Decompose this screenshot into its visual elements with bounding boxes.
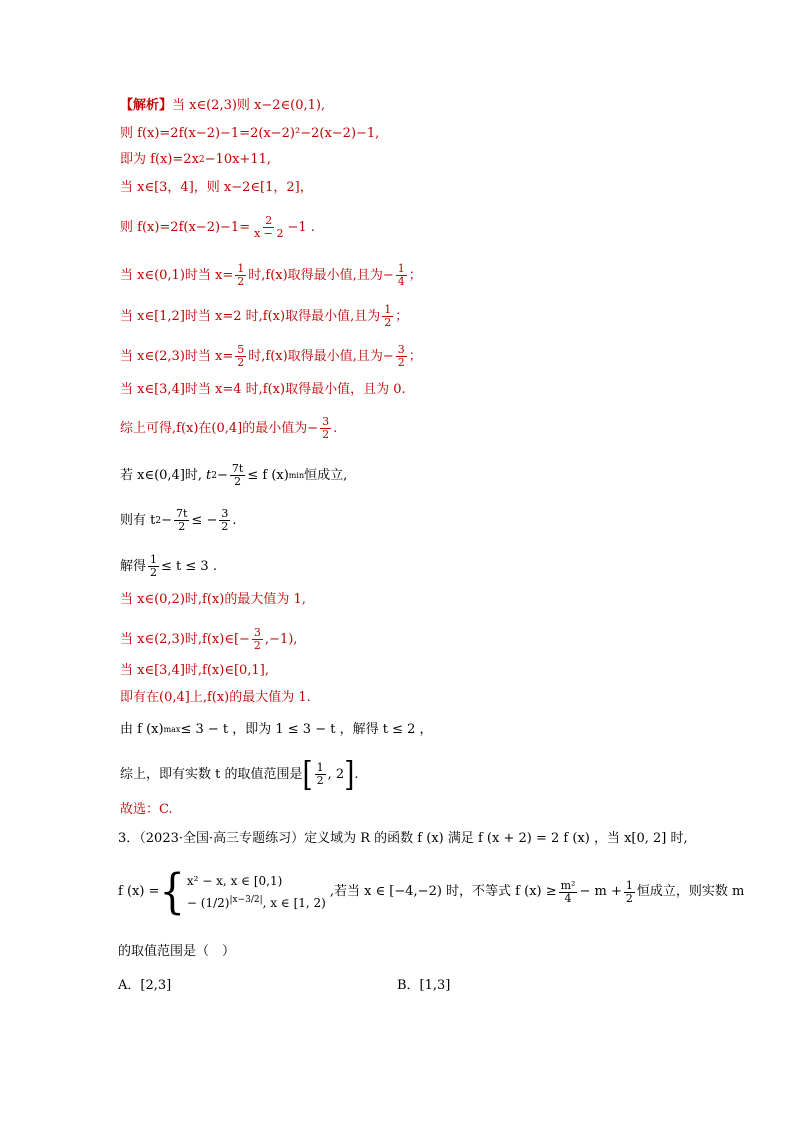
solution-line-19: 综上，即有实数 t 的取值范围是 [ $\frac{1}{2}$ , 2 ] . [120, 755, 359, 794]
solution-line-11: 若 x∈(0,4]时, t 2 − $\frac{7t}{2}$ ≤ f (x) min 恒成立, [120, 462, 348, 488]
question-piecewise-line: f (x) = { x² − x, x ∈ [0,1) − $(1/2)^{|x-3/2|}$, x ∈ [1, 2) ,若当 x ∈ [−4,−2) 时，不等式 f (x) ≥ $\frac{\text{m²}}{4}$ − m + $\frac{1}{2}$ 恒成立，则实数 m [118, 864, 745, 920]
solution-line-9: 当 x∈[3,4]时当 x=4 时,f(x)取得最小值，且为 0. [120, 382, 406, 397]
solution-line-12: 则有 t 2 − $\frac{7t}{2}$ ≤ − $\frac{3}{2}$ . [120, 507, 237, 533]
fraction: $\frac{3}{2}$ [397, 343, 405, 369]
solution-line-4: 当 x∈[3，4]，则 x−2∈[1，2]， [120, 180, 313, 195]
solution-line-2: 则 f(x)=2f(x−2)−1=2(x−2)²−2(x−2)−1, [120, 126, 380, 141]
solution-line-5: 则 f(x)=2f(x−2)−1= $\frac{2}{x - 2}$ −1 . [120, 214, 315, 240]
solution-line-16: 当 x∈[3,4]时,f(x)∈[0,1], [120, 663, 269, 678]
fraction: $\frac{1}{2}$ [237, 262, 245, 288]
fraction: $\frac{1}{2}$ [150, 553, 158, 579]
solution-line-18: 由 f (x) max ≤ 3 − t ，即为 1 ≤ 3 − t ，解得 t ≤ 2 ， [120, 722, 433, 737]
option-b[interactable]: B．[1,3] [397, 978, 451, 993]
solution-line-8: 当 x∈(2,3)时当 x= $\frac{5}{2}$ 时,f(x)取得最小值,且为− $\frac{3}{2}$ ； [120, 343, 422, 369]
fraction: $\frac{1}{4}$ [397, 262, 405, 288]
solution-line-13: 解得 $\frac{1}{2}$ ≤ t ≤ 3 . [120, 553, 217, 579]
fraction: $\frac{5}{2}$ [237, 343, 245, 369]
solution-line-20: 故选：C. [120, 802, 173, 817]
solution-line-10: 综上可得,f(x)在(0,4]的最小值为− $\frac{3}{2}$ . [120, 415, 338, 441]
fraction: $\frac{3}{2}$ [253, 626, 261, 652]
option-a[interactable]: A．[2,3] [118, 978, 172, 993]
fraction: $\frac{\text{m²}}{4}$ [560, 878, 576, 905]
left-brace-icon: { [159, 864, 185, 920]
fraction: $\frac{7t}{2}$ [231, 462, 244, 488]
solution-line-7: 当 x∈[1,2]时当 x=2 时,f(x)取得最小值,且为 $\frac{1}{2}$ ； [120, 303, 409, 329]
fraction: $\frac{2}{x - 2}$ [254, 214, 284, 240]
piecewise-cases: x² − x, x ∈ [0,1) − $(1/2)^{|x-3/2|}$, x ∈ [1, 2) [186, 874, 326, 910]
solution-line-3: 即为 f(x)=2x 2 −10x+11, [120, 152, 271, 167]
solution-line-14: 当 x∈(0,2)时,f(x)的最大值为 1, [120, 592, 306, 607]
solution-line-1: 【解析】 当 x∈(2,3)则 x−2∈(0,1), [120, 98, 326, 113]
question-stem: 3．（2023·全国·高三专题练习）定义域为 R 的函数 f (x) 满足 f (x + 2) = 2 f (x) ，当 x[0, 2] 时, [118, 831, 688, 846]
solution-line-17: 即有在(0,4]上,f(x)的最大值为 1. [120, 690, 311, 705]
solution-line-15: 当 x∈(2,3)时,f(x)∈[− $\frac{3}{2}$ ,−1), [120, 626, 298, 652]
question-tail: 的取值范围是（ ） [118, 944, 236, 959]
solution-line-6: 当 x∈(0,1)时当 x= $\frac{1}{2}$ 时,f(x)取得最小值,且为− $\frac{1}{4}$ ； [120, 262, 422, 288]
fraction: $\frac{1}{2}$ [316, 761, 324, 787]
fraction: $\frac{1}{2}$ [384, 303, 392, 329]
analysis-tag: 【解析】 [120, 98, 173, 113]
fraction: $\frac{7t}{2}$ [176, 507, 188, 533]
fraction: $\frac{3}{2}$ [221, 507, 229, 533]
fraction: $\frac{3}{2}$ [322, 415, 330, 441]
fraction: $\frac{1}{2}$ [625, 878, 633, 905]
